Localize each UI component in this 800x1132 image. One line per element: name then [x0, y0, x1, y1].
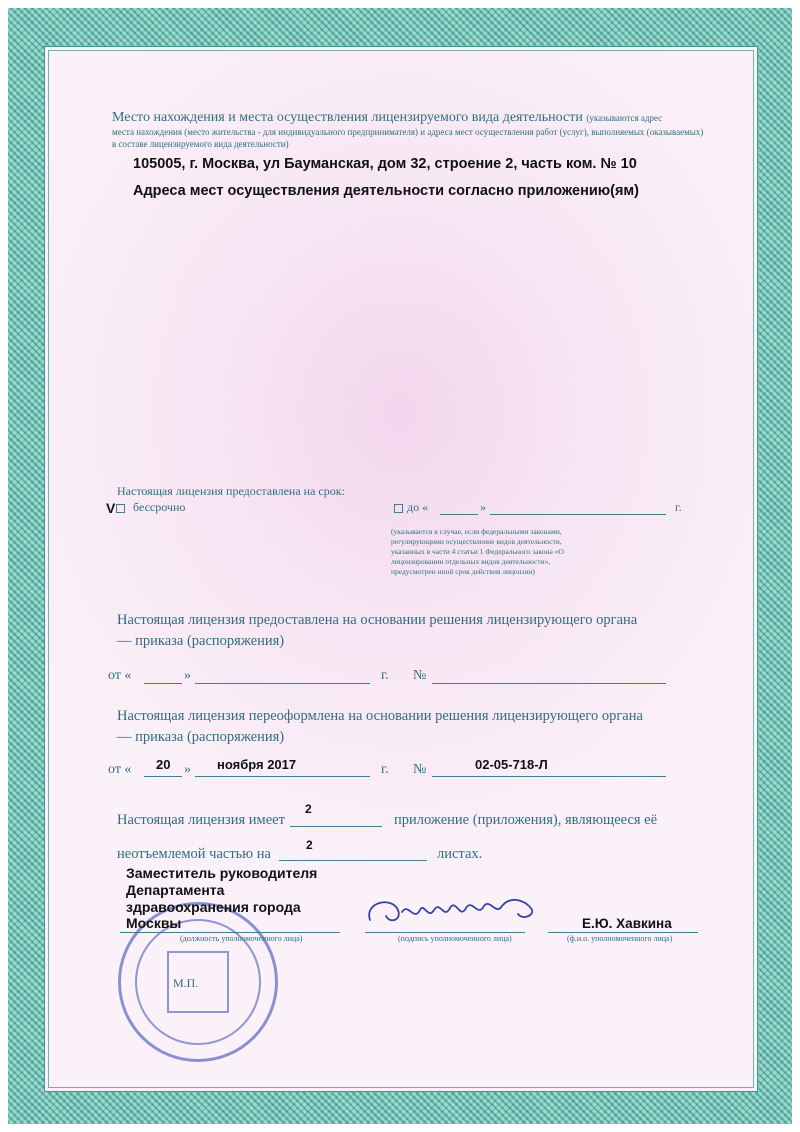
position-line-2: Департамента [126, 882, 225, 898]
granted-month-line [195, 683, 370, 684]
reissued-month-line [195, 776, 370, 777]
appendix-count: 2 [305, 802, 312, 816]
until-note: (указывается в случае, если федеральными законами, регулирующими осуществление видов деятельности, указанных в части 4 статьи 1 Федерального закона «О лицензировании отдельных видов деятельности», предусмотрен иной срок действия лицензии) [391, 527, 564, 576]
signature-scribble [362, 892, 562, 932]
reissued-text-2: — приказа (распоряжения) [117, 729, 285, 745]
granted-text-2: — приказа (распоряжения) [117, 633, 285, 649]
reissued-number-label: № [413, 762, 427, 777]
seal-place-label: М.П. [173, 976, 199, 990]
location-note-1: (указываются адрес [586, 113, 663, 123]
granted-day-line [144, 683, 182, 684]
position-line-4: Москвы [126, 915, 182, 931]
appendix-sheets-line [279, 860, 427, 861]
reissued-number-line [432, 776, 666, 777]
appendix-text-3: неотъемлемой частью на [117, 846, 271, 862]
until-prefix: до « [407, 500, 429, 514]
granted-text-1: Настоящая лицензия предоставлена на основании решения лицензирующего органа [117, 612, 638, 628]
until-checkbox [394, 504, 403, 513]
official-name: Е.Ю. Хавкина [582, 916, 672, 931]
appendix-sheets: 2 [306, 838, 313, 852]
signature-line [365, 932, 525, 933]
address-note: Адреса мест осуществления деятельности согласно приложению(ям) [133, 183, 639, 199]
granted-from-prefix: от « [108, 668, 132, 683]
position-line-1: Заместитель руководителя [126, 865, 318, 881]
reissued-month-year: ноября 2017 [217, 757, 297, 772]
term-label: Настоящая лицензия предоставлена на срок: [117, 484, 345, 498]
check-mark: V [106, 500, 116, 516]
name-note: (ф.и.о. уполномоченного лица) [567, 934, 673, 943]
signature-note: (подпись уполномоченного лица) [398, 934, 512, 943]
until-mid: » [480, 500, 486, 514]
reissued-from-prefix: от « [108, 762, 132, 777]
until-month-line [490, 514, 666, 515]
granted-number-label: № [413, 668, 427, 683]
granted-year-suffix: г. [381, 668, 389, 683]
appendix-text-1: Настоящая лицензия имеет [117, 812, 285, 828]
appendix-text-4: листах. [437, 846, 483, 862]
location-title-block [112, 110, 702, 126]
reissued-day-line [144, 776, 182, 777]
reissued-number: 02-05-718-Л [475, 757, 548, 772]
indefinite-checkbox [116, 504, 125, 513]
location-title: Место нахождения и места осуществления лицензируемого вида деятельности [112, 110, 583, 125]
position-line [120, 932, 340, 933]
name-line [548, 932, 698, 933]
indefinite-label: бессрочно [133, 500, 186, 514]
granted-number-line [432, 683, 666, 684]
address-line: 105005, г. Москва, ул Бауманская, дом 32, строение 2, часть ком. № 10 [133, 156, 637, 172]
until-day-line [440, 514, 478, 515]
reissued-day: 20 [156, 757, 171, 772]
location-note-2: места нахождения (место жительства - для индивидуального предпринимателя) и адреса мест осуществления работ (услуг), выполняемых (оказываемых) [112, 127, 704, 137]
position-line-3: здравоохранения города [126, 899, 301, 915]
reissued-text-1: Настоящая лицензия переоформлена на основании решения лицензирующего органа [117, 708, 643, 724]
position-note: (должность уполномоченного лица) [180, 934, 303, 943]
until-year-suffix: г. [675, 500, 682, 514]
appendix-count-line [290, 826, 382, 827]
location-note-3: в составе лицензируемого вида деятельности) [112, 139, 289, 149]
appendix-text-2: приложение (приложения), являющееся её [394, 812, 658, 828]
granted-from-mid: » [184, 668, 191, 683]
reissued-year-suffix: г. [381, 762, 389, 777]
reissued-from-mid: » [184, 762, 191, 777]
